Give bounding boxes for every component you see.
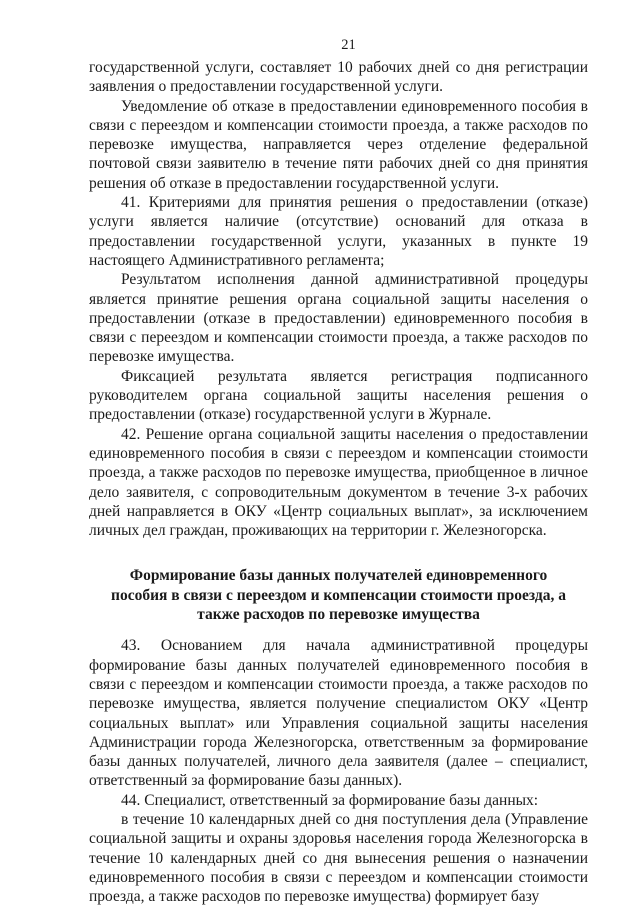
paragraph-44: 44. Специалист, ответственный за формирование базы данных: [121, 791, 539, 809]
paragraph: Результатом исполнения данной административной процедуры является принятие решения органа социальной защиты населения о предоставлении (отказе в предоставлении) единовременного пособия в связи с переездом и компенсации стоимости проезда, а также расходов по перевозке имущества. [89, 271, 588, 366]
paragraph: Уведомление об отказе в предоставлении единовременного пособия в связи с переездом и компенсации стоимости проезда, а также расходов по перевозке имущества, направляется через отделение федеральной почтовой связи заявителю в течение пяти рабочих дней со дня принятия решения об отказе в предоставлении государственной услуги. [89, 97, 588, 192]
paragraph: в течение 10 календарных дней со дня поступления дела (Управление социальной защиты и охраны здоровья населения города Железногорска в течение 10 календарных дней со дня вынесения решения о назначении единовременного пособия в связи с переездом и компенсации стоимости проезда, а также расходов по перевозке имущества) формирует базу [89, 810, 588, 906]
section-bottom [89, 636, 588, 906]
paragraph-43: 43. Основанием для начала административной процедуры формирование базы данных получателей единовременного пособия в связи с переездом и компенсации стоимости проезда, а также расходов по перевозке имущества, является получение специалистом ОКУ «Центр социальных выплат» или Управления социальной защиты населения Администрации города Железногорска, ответственным за формирование базы данных получателей, личного дела заявителя (далее – специалист, ответственный за формирование базы данных). [89, 637, 588, 790]
heading-line: также расходов по перевозке имущества [197, 606, 480, 624]
paragraph: Фиксацией результата является регистрация подписанного руководителем органа социальной защиты населения решения о предоставлении (отказе) государственной услуги в Журнале. [89, 367, 588, 424]
paragraph-41: 41. Критериями для принятия решения о предоставлении (отказе) услуги является наличие (отсутствие) оснований для отказа в предоставлении государственной услуги, указанных в пункте 19 настоящего Административного регламента; [89, 194, 588, 269]
paragraph: государственной услуги, составляет 10 рабочих дней со дня регистрации заявления о предоставлении государственной услуги. [89, 59, 588, 96]
page-number: 21 [341, 37, 356, 53]
heading-line: Формирование базы данных получателей единовременного [129, 567, 548, 585]
heading-line: пособия в связи с переездом и компенсации стоимости проезда, а [111, 586, 566, 604]
paragraph-42: 42. Решение органа социальной защиты населения о предоставлении единовременного пособия в связи с переездом и компенсации стоимости проезда, а также расходов по перевозке имущества, приобщенное в личное дело заявителя, с сопроводительным документом в течение 3-х рабочих дней направляется в ОКУ «Центр социальных выплат», за исключением личных дел граждан, проживающих на территории г. Железногорска. [89, 425, 588, 540]
section-heading [89, 566, 588, 624]
section-top [89, 58, 588, 540]
